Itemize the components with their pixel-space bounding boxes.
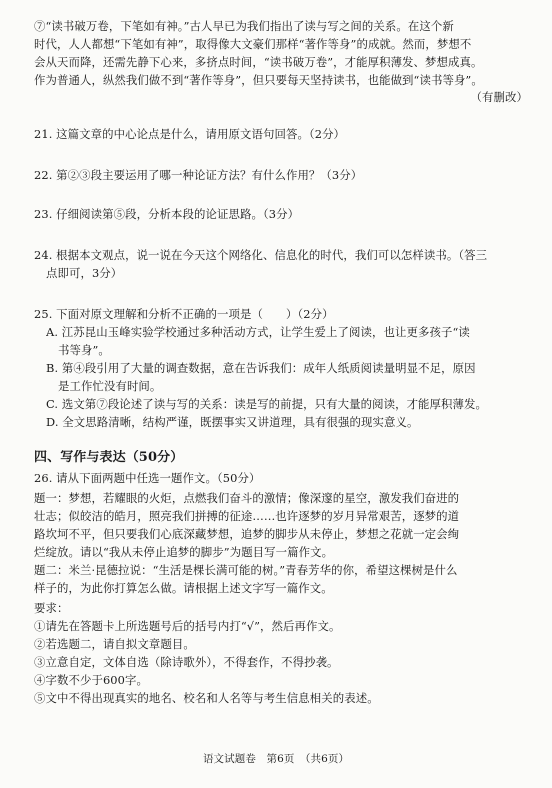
source-note: （有删改）: [470, 90, 528, 104]
option-c: C. 选文第⑦段论述了读与写的关系：读是写的前提，只有大量的阅读，才能厚积薄发。: [46, 397, 488, 411]
option-b-cont: 是工作忙没有时间。: [58, 379, 162, 393]
topic2-line: 样子的，为此你打算怎么做。请根据上述文字写一篇作文。: [34, 581, 333, 595]
option-a-cont: 书等身”。: [58, 343, 110, 357]
passage-line: 作为普通人，纵然我们做不到“著作等身”，但只要每天坚持读书，也能做到“读书等身”。: [34, 73, 483, 87]
question-24-cont: 点即可，3分）: [46, 266, 123, 280]
question-26-stem: 26. 请从下面两题中任选一题作文。（50分）: [34, 471, 261, 485]
requirement-item: ①请先在答题卡上所选题号后的括号内打“√”，然后再作文。: [34, 619, 341, 633]
topic1-line: 烂绽放。请以“我从未停止追梦的脚步”为题目写一篇作文。: [34, 545, 334, 559]
topic1-line: 路坎坷不平，但只要我们心底深藏梦想，追梦的脚步从未停止，梦想之花就一定会绚: [34, 527, 460, 541]
topic1-line: 壮志；似皎洁的皓月，照亮我们拼搏的征途……也许逐梦的岁月异常艰苦，逐梦的道: [34, 509, 460, 523]
requirements-title: 要求：: [34, 601, 69, 615]
question-24: 24. 根据本文观点，说一说在今天这个网络化、信息化的时代，我们可以怎样读书。（答三: [34, 248, 488, 262]
question-22: 22. 第②③段主要运用了哪一种论证方法？有什么作用？（3分）: [34, 168, 363, 182]
page-footer: 语文试题卷 第6页 （共6页）: [202, 753, 350, 765]
topic1-line: 题一：梦想，若耀眼的火炬，点燃我们奋斗的激情；像深邃的星空，激发我们奋进的: [34, 491, 460, 505]
question-23: 23. 仔细阅读第⑤段，分析本段的论证思路。（3分）: [34, 207, 300, 221]
requirement-item: ④字数不少于600字。: [34, 673, 148, 687]
question-25-stem: 25. 下面对原文理解和分析不正确的一项是（ ）（2分）: [34, 307, 334, 321]
requirement-item: ②若选题二，请自拟文章题目。: [34, 637, 195, 651]
passage-line: 时代，人人都想“下笔如有神”，取得像大文豪们那样“著作等身”的成就。然而，梦想不: [34, 37, 472, 51]
passage-line: 会从天而降，还需先静下心来，多挤点时间，“读书破万卷”，才能厚积薄发、梦想成真。: [34, 55, 483, 69]
option-d: D. 全文思路清晰，结构严谨，既摆事实又讲道理，具有很强的现实意义。: [46, 415, 419, 429]
passage-line: ⑦“读书破万卷，下笔如有神。”古人早已为我们指出了读与写之间的关系。在这个新: [34, 19, 454, 33]
option-a: A. 江苏昆山玉峰实验学校通过多种活动方式，让学生爱上了阅读，也让更多孩子“读: [46, 325, 470, 339]
option-b: B. 第④段引用了大量的调查数据，意在告诉我们：成年人纸质阅读量明显不足，原因: [46, 361, 476, 375]
section-heading: 四、写作与表达（50分）: [34, 450, 184, 465]
question-21: 21. 这篇文章的中心论点是什么，请用原文语句回答。（2分）: [34, 127, 346, 141]
requirement-item: ③立意自定，文体自选（除诗歌外），不得套作，不得抄袭。: [34, 655, 339, 669]
requirement-item: ⑤文中不得出现真实的地名、校名和人名等与考生信息相关的表述。: [34, 691, 379, 705]
topic2-line: 题二：米兰·昆德拉说：“生活是棵长满可能的树。”青春芳华的你，希望这棵树是什么: [34, 563, 458, 577]
